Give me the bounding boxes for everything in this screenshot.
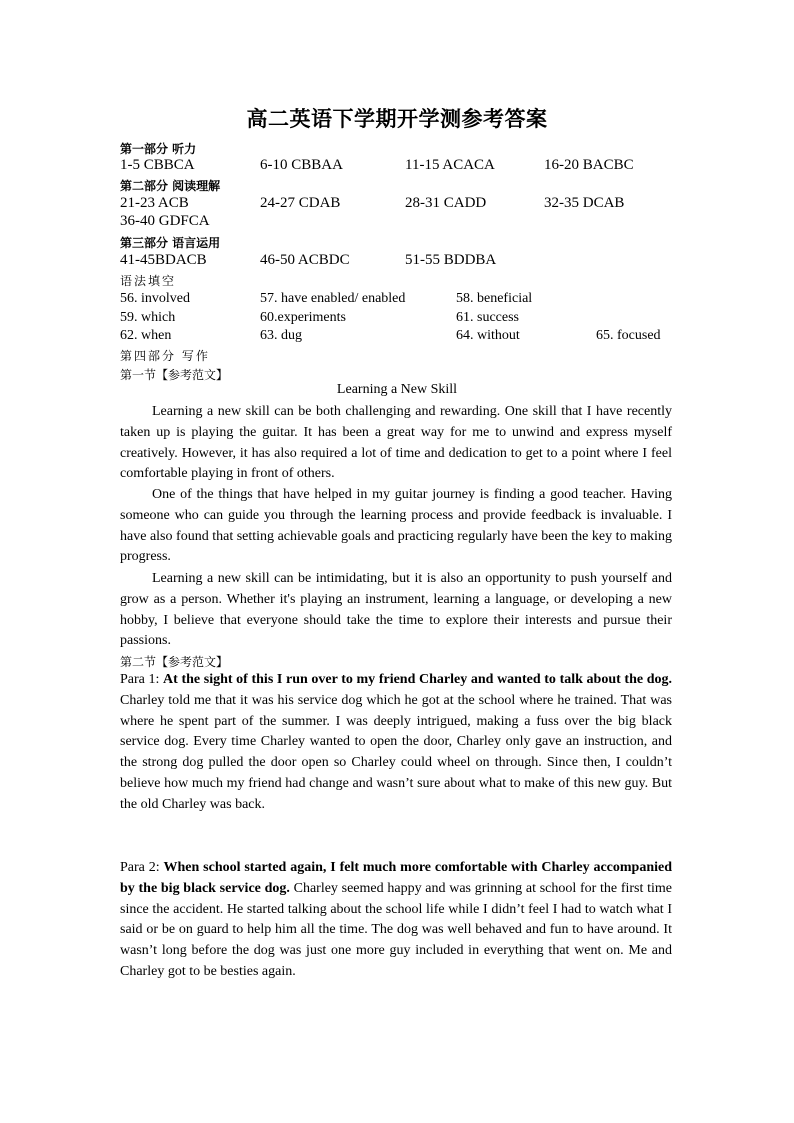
para-body: Charley told me that it was his service dog which he got at the school where he trained. That was where he spent part of the summer. I was deeply intrigued, making a fuss over the big black service dog. Every time Charley wanted to open the door, Charley only gave an instruction, and the strong dog pulled the door open so Charley could wheel on through. Since then, I couldn’t believe how much my friend had change and wasn’t sure about what to make of this new guy. But the old Charley was back.: [120, 692, 672, 812]
essay-paragraph: Learning a new skill can be intimidating, but it is also an opportunity to push yourself and grow as a person. Whether it's playing an instrument, learning a language, or developing a new hobby, I believe that everyone should take the time to explore their interests and pursue their passions.: [120, 571, 672, 649]
answer-item: 28-31 CADD: [405, 195, 487, 211]
grammar-answer: 61. success: [456, 310, 519, 325]
section-heading-reading: 第二部分 阅读理解: [120, 179, 221, 193]
answer-item: 51-55 BDDBA: [405, 252, 497, 268]
grammar-answer: 57. have enabled/ enabled: [260, 291, 406, 306]
grammar-answer: 60.experiments: [260, 310, 346, 325]
answer-item: 1-5 CBBCA: [120, 157, 195, 173]
essay-title: Learning a New Skill: [336, 382, 458, 397]
answer-item: 46-50 ACBDC: [260, 252, 350, 268]
section-heading-listening: 第一部分 听力: [120, 142, 197, 156]
section-heading-language-use: 第三部分 语言运用: [120, 236, 221, 250]
essay-paragraph: One of the things that have helped in my guitar journey is finding a good teacher. Having someone who can guide you through the learning process and provide feedback is invaluable. I have also found that setting achievable goals and practicing regularly have been the key to making progress.: [120, 487, 672, 565]
page-title: 高二英语下学期开学测参考答案: [246, 107, 548, 131]
answer-item: 24-27 CDAB: [260, 195, 341, 211]
answer-item: 41-45BDACB: [120, 252, 207, 268]
answer-item: 16-20 BACBC: [544, 157, 634, 173]
para-opening-sentence: When school started again, I felt much more comfortable with Charley accompanied by the big black service dog.: [120, 860, 672, 896]
continuation-paragraph-1: [120, 670, 672, 816]
answer-row-cloze: [120, 252, 680, 272]
answer-item: 11-15 ACACA: [405, 157, 495, 173]
answer-item: 36-40 GDFCA: [120, 213, 210, 229]
grammar-row-3: [120, 328, 680, 348]
para-label: Para 2:: [120, 860, 164, 875]
continuation-paragraph-2: [120, 858, 672, 983]
grammar-answer: 59. which: [120, 310, 176, 325]
grammar-row-2: [120, 310, 680, 330]
answer-item: 6-10 CBBAA: [260, 157, 343, 173]
grammar-answer: 62. when: [120, 328, 172, 343]
answer-row-reading: [120, 195, 680, 215]
answer-item: 21-23 ACB: [120, 195, 189, 211]
essay-paragraph: Learning a new skill can be both challenging and rewarding. One skill that I have recently taken up is playing the guitar. It has been a great way for me to unwind and express myself creatively. However, it has also required a lot of time and dedication to get to a point where I feel comfortable playing in front of others.: [120, 404, 672, 482]
grammar-row-1: [120, 291, 680, 311]
grammar-answer: 65. focused: [596, 328, 661, 343]
grammar-answer: 63. dug: [260, 328, 302, 343]
para-label: Para 1:: [120, 672, 164, 687]
answer-row-listening: [120, 157, 680, 177]
answer-item: 32-35 DCAB: [544, 195, 625, 211]
grammar-answer: 56. involved: [120, 291, 190, 306]
section-heading-writing: 第四部分 写作: [120, 349, 210, 363]
section2-heading: 第二节【参考范文】: [120, 655, 229, 669]
grammar-fill-heading: 语法填空: [120, 274, 177, 288]
grammar-answer: 58. beneficial: [456, 291, 533, 306]
para-opening-sentence: At the sight of this I run over to my friend Charley and wanted to talk about the dog.: [163, 672, 673, 687]
grammar-answer: 64. without: [456, 328, 520, 343]
section1-heading: 第一节【参考范文】: [120, 368, 229, 382]
para-body: Charley seemed happy and was grinning at school for the first time since the accident. He started talking about the school life while I didn’t feel I had to watch what I said or be on guard to help him all the time. The dog was well behaved and fun to have around. It wasn’t long before the dog was just one more guy included in everything that went on. Me and Charley got to be besties again.: [120, 880, 672, 979]
answer-row-reading-2: [120, 213, 680, 233]
